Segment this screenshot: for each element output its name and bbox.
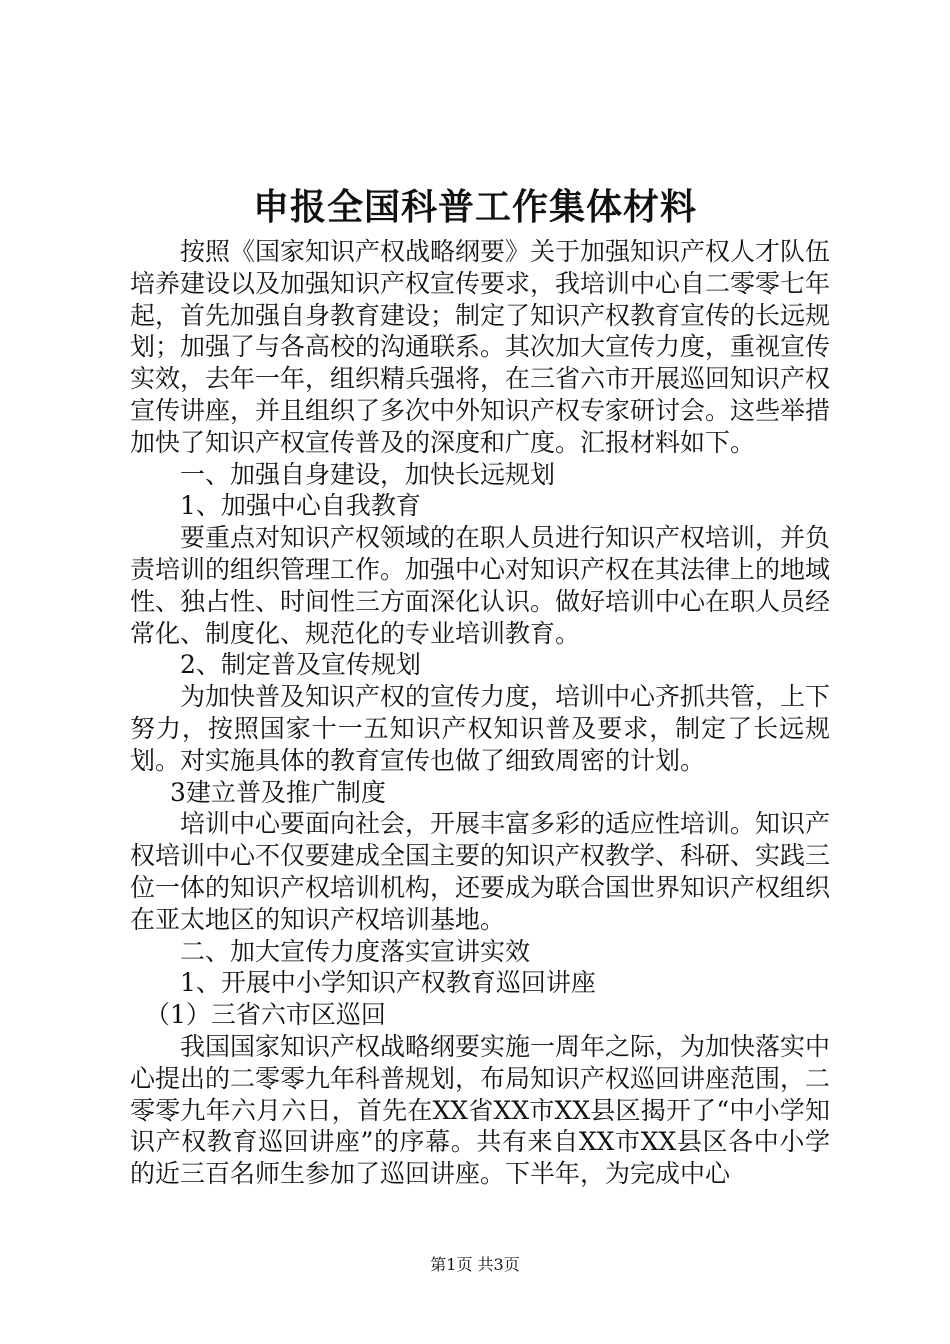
intro-paragraph: 按照《国家知识产权战略纲要》关于加强知识产权人才队伍培养建设以及加强知识产权宣传要求，我培训中心自二零零七年起，首先加强自身教育建设；制定了知识产权教育宣传的长远规划；加强了与各高校的沟通联系。其次加大宣传力度，重视宣传实效，去年一年，组织精兵强将，在三省六市开展巡回知识产权宣传讲座，并且组织了多次中外知识产权专家研讨会。这些举措加快了知识产权宣传普及的深度和广度。汇报材料如下。: [130, 237, 831, 457]
page-footer: 第1页 共3页: [430, 1255, 520, 1274]
body-paragraph: 培训中心要面向社会，开展丰富多彩的适应性培训。知识产权培训中心不仅要建成全国主要的知识产权教学、科研、实践三位一体的知识产权培训机构，还要成为联合国世界知识产权组织在亚太地区的知识产权培训基地。: [130, 809, 831, 934]
body-paragraph: 要重点对知识产权领域的在职人员进行知识产权培训，并负责培训的组织管理工作。加强中心对知识产权在其法律上的地域性、独占性、时间性三方面深化认识。做好培训中心在职人员经常化、制度化、规范化的专业培训教育。: [130, 523, 831, 648]
section-heading-2: 二、加大宣传力度落实宣讲实效: [180, 936, 531, 966]
item-heading-2-1-1: （1）三省六市区巡回: [145, 1000, 386, 1030]
document-title: 申报全国科普工作集体材料: [252, 186, 697, 228]
subsection-heading-1-2: 2、制定普及宣传规划: [180, 650, 421, 680]
subsection-heading-2-1: 1、开展中小学知识产权教育巡回讲座: [180, 968, 596, 998]
body-paragraph: 为加快普及知识产权的宣传力度，培训中心齐抓共管，上下努力，按照国家十一五知识产权知识普及要求，制定了长远规划。对实施具体的教育宣传也做了细致周密的计划。: [130, 682, 831, 775]
body-paragraph: 我国国家知识产权战略纲要实施一周年之际，为加快落实中心提出的二零零九年科普规划，布局知识产权巡回讲座范围，二零零九年六月六日，首先在XX省XX市XX县区揭开了“中小学知识产权教育巡回讲座”的序幕。共有来自XX市XX县区各中小学的近三百名师生参加了巡回讲座。下半年，为完成中心: [130, 1031, 831, 1189]
subsection-heading-1-1: 1、加强中心自我教育: [180, 491, 421, 521]
section-heading-1: 一、加强自身建设，加快长远规划: [180, 459, 556, 489]
subsection-heading-1-3: 3建立普及推广制度: [170, 777, 386, 807]
document-body: [130, 236, 830, 1190]
